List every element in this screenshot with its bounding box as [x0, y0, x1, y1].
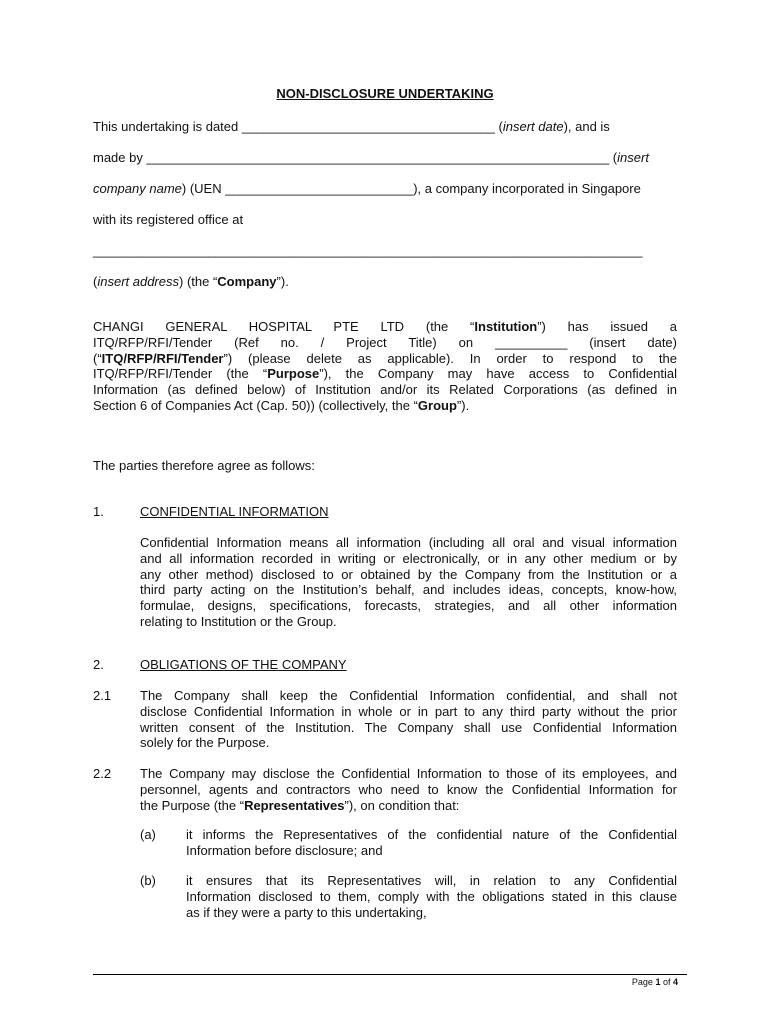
recital-paragraph [93, 319, 677, 414]
section-1-line: Confidential Information means all information (including all oral and visual information [140, 535, 677, 550]
page-number-footer: Page 1 of 4 [631, 977, 678, 987]
recital-line: ITQ/RFP/RFI/Tender (Ref no. / Project Title) on __________ (insert date) [93, 334, 677, 350]
section-1-line: any other method) disclosed to or obtained by the Company from the Institution or a [140, 566, 677, 582]
clause-2-1-line: The Company shall keep the Confidential Information confidential, and shall not [140, 688, 677, 703]
intro-line-3: company name) (UEN __________________________), a company incorporated in Singapore [93, 181, 641, 196]
clause-2-2-b-label: (b) [140, 873, 156, 888]
clause-2-1-number: 2.1 [93, 688, 112, 703]
intro-line-4: with its registered office at [93, 212, 244, 227]
clause-2-2-a-line: it informs the Representatives of the confidential nature of the Confidential [186, 827, 677, 842]
recital-line: (“ITQ/RFP/RFI/Tender”) (please delete as applicable). In order to respond to the [93, 350, 677, 366]
section-2-heading: OBLIGATIONS OF THE COMPANY [140, 657, 347, 672]
clause-2-2-b-line: it ensures that its Representatives will, in relation to any Confidential [186, 873, 677, 888]
section-1-line: third party acting on the Institution’s behalf, and includes ideas, concepts, know-how, [140, 582, 677, 598]
intro-address-blank: ____________________________________________________________________________ [93, 243, 643, 258]
section-1-line: and all information recorded in writing or electronically, or in any other medium or by [140, 550, 677, 566]
intro-line-2: made by ________________________________________________________________ (insert [93, 150, 649, 165]
section-1-body [140, 535, 677, 630]
clause-2-2-a-line: Information before disclosure; and [186, 842, 383, 858]
recital-line: Section 6 of Companies Act (Cap. 50)) (collectively, the “Group”). [93, 397, 470, 413]
clause-2-1-line: solely for the Purpose. [140, 735, 270, 751]
clause-2-2-a-label: (a) [140, 827, 156, 842]
clause-2-2-b-body [186, 873, 677, 920]
clause-2-2-b-line: Information disclosed to them, comply with the obligations stated in this clause [186, 888, 677, 904]
document-title: NON-DISCLOSURE UNDERTAKING [276, 86, 494, 101]
clause-2-2-line: The Company may disclose the Confidential Information to those of its employees, and [140, 766, 677, 781]
clause-2-2-b-line: as if they were a party to this undertaking, [186, 904, 427, 920]
intro-line-1: This undertaking is dated ___________________________________ (insert date), and is [93, 119, 610, 134]
clause-2-1-line: disclose Confidential Information in whole or in part to any third party without the prior [140, 703, 677, 719]
section-1-line: formulae, designs, specifications, forecasts, strategies, and all other information [140, 598, 677, 614]
section-2-number: 2. [93, 657, 104, 672]
clause-2-1-line: written consent of the Institution. The Company shall use Confidential Information [140, 719, 677, 735]
section-1-number: 1. [93, 504, 104, 519]
clause-2-1-body [140, 688, 677, 751]
clause-2-2-number: 2.2 [93, 766, 112, 781]
footer-rule [93, 974, 687, 975]
recital-line: Information (as defined below) of Institution and/or its Related Corporations (as defined in [93, 382, 677, 398]
section-1-heading: CONFIDENTIAL INFORMATION [140, 504, 329, 519]
clause-2-2-line: the Purpose (the “Representatives”), on condition that: [140, 797, 460, 813]
intro-line-6: (insert address) (the “Company”). [93, 274, 289, 289]
recital-line: ITQ/RFP/RFI/Tender (the “Purpose”), the Company may have access to Confidential [93, 366, 677, 382]
recital-line: CHANGI GENERAL HOSPITAL PTE LTD (the “Institution”) has issued a [93, 319, 678, 334]
clause-2-2-a-body [186, 827, 677, 859]
section-1-line: relating to Institution or the Group. [140, 613, 337, 629]
clause-2-2-line: personnel, agents and contractors who need to know the Confidential Information for [140, 781, 677, 797]
agree-statement: The parties therefore agree as follows: [93, 458, 315, 473]
clause-2-2-body [140, 766, 677, 813]
